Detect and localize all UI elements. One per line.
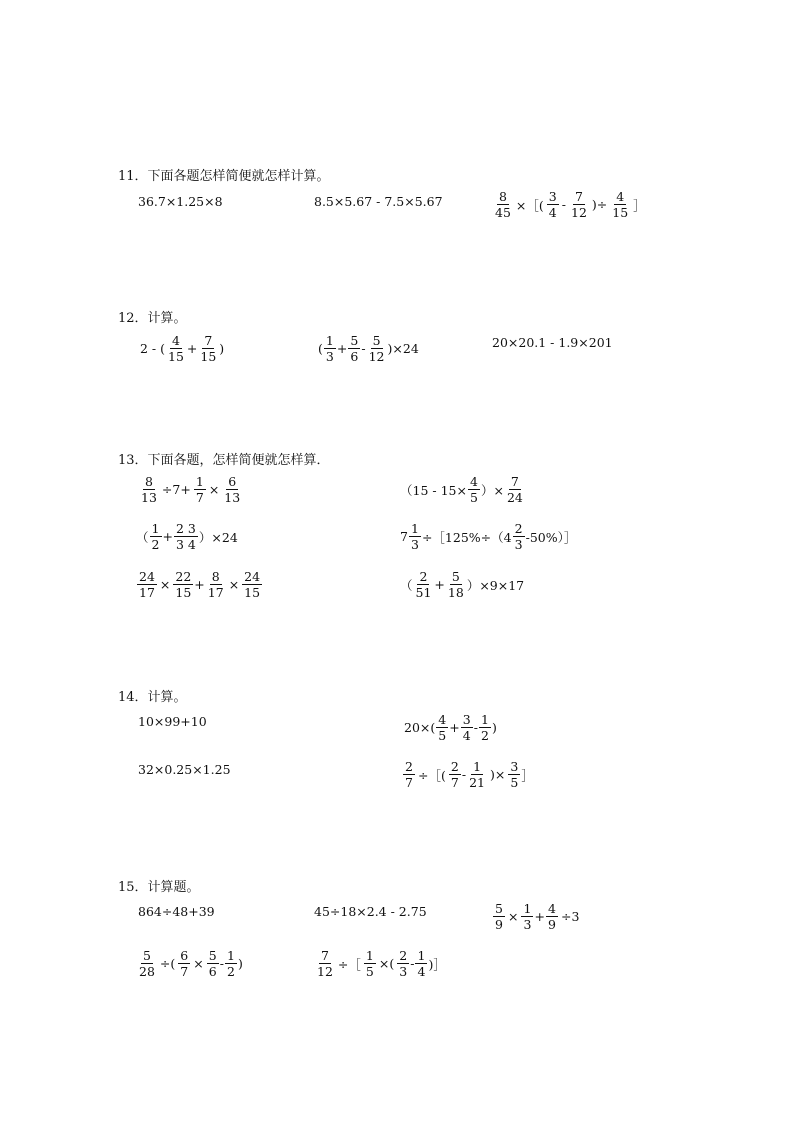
denominator: 7	[180, 964, 189, 980]
denominator: 17	[139, 585, 155, 601]
denominator: 6	[208, 964, 217, 980]
fraction	[367, 334, 387, 363]
fraction	[225, 949, 237, 978]
denominator: 12	[317, 964, 333, 980]
question-15-title: 15．计算题。	[118, 880, 200, 895]
numerator: 1	[521, 902, 533, 917]
denominator: 18	[447, 585, 464, 601]
numerator: 1	[471, 760, 483, 775]
numerator: 7	[509, 475, 521, 490]
numerator: 2 3	[176, 521, 196, 536]
numerator: 5	[493, 902, 505, 917]
numerator: 1	[225, 949, 237, 964]
denominator: 4	[417, 964, 426, 980]
denominator: 2	[481, 728, 489, 744]
denominator: 7	[405, 775, 413, 791]
fraction	[194, 475, 206, 504]
numerator: 2	[513, 522, 525, 537]
denominator: 3	[325, 349, 334, 365]
q14-expr-2: 20×( $\frac{4}{5}$ + $\frac{3}{4}$ - $\frac{1}{2}$ )	[404, 712, 497, 744]
denominator: 24	[506, 490, 523, 506]
fraction	[150, 522, 162, 551]
q11-expr-3: $\frac{8}{45}$ ×［( $\frac{3}{4}$ - $\frac{7}{12}$ )÷ $\frac{4}{15}$ ］	[495, 189, 646, 221]
q13-expr-2: （15 - 15× $\frac{4}{5}$ ）× $\frac{7}{24}$	[400, 474, 523, 506]
fraction	[166, 334, 186, 363]
question-13-title: 13．下面各题，怎样简便就怎样算．	[118, 453, 330, 468]
denominator: 21	[469, 775, 485, 791]
numerator: 5	[450, 570, 462, 585]
fraction	[505, 475, 525, 504]
numerator: 1	[150, 522, 162, 537]
numerator: 5	[348, 334, 360, 349]
q13-expr-1: $\frac{8}{13}$ ÷7+ $\frac{1}{7}$ × $\frac{6}{13}$	[141, 474, 241, 506]
denominator: 7	[195, 490, 204, 506]
denominator: 51	[415, 585, 432, 601]
numerator: 24	[244, 569, 261, 584]
q11-expr-2: 8.5×5.67 - 7.5×5.67	[314, 194, 443, 209]
numerator: 5	[371, 334, 383, 349]
fraction	[479, 713, 491, 742]
denominator: 3	[410, 537, 419, 553]
fraction	[174, 522, 198, 551]
numerator: 8	[497, 190, 509, 205]
fraction	[521, 902, 533, 931]
denominator: 5	[510, 775, 519, 791]
numerator: 2	[417, 570, 429, 585]
fraction	[610, 190, 630, 219]
numerator: 1	[479, 713, 491, 728]
numerator: 3	[547, 190, 559, 205]
numerator: 8	[143, 475, 155, 490]
denominator: 15	[200, 349, 217, 365]
numerator: 5	[207, 949, 219, 964]
fraction	[315, 949, 335, 978]
denominator: 3	[514, 537, 523, 553]
q15-expr-2: 45÷18×2.4 - 2.75	[314, 904, 427, 919]
fraction	[508, 760, 520, 789]
denominator: 3	[523, 917, 532, 933]
denominator: 3	[399, 964, 408, 980]
fraction	[397, 949, 409, 978]
q15-expr-4: $\frac{5}{28}$ ÷( $\frac{6}{7}$ × $\frac{5}{6}$ - $\frac{1}{2}$ )	[139, 948, 243, 980]
q13-expr-6: （ $\frac{2}{51}$ + $\frac{5}{18}$ ）×9×17	[400, 569, 525, 601]
denominator: 2	[151, 537, 160, 553]
denominator: 28	[139, 964, 155, 980]
q14-expr-4: $\frac{2}{7}$ ÷［( $\frac{2}{7}$ - $\frac{1}{21}$ )× $\frac{3}{5}$ ］	[402, 760, 534, 789]
numerator: 6	[178, 949, 190, 964]
fraction	[348, 334, 360, 363]
denominator: 13	[141, 490, 157, 506]
fraction	[409, 522, 421, 551]
fraction	[547, 190, 559, 219]
numerator: 6	[226, 475, 238, 490]
denominator: 12	[571, 205, 587, 221]
q15-expr-1: 864÷48+39	[138, 904, 215, 919]
numerator: 8	[210, 570, 222, 585]
question-12-title: 12．计算。	[118, 311, 187, 326]
q15-expr-5: $\frac{7}{12}$ ÷［ $\frac{1}{5}$ ×( $\frac{2}{3}$ - $\frac{1}{4}$ )］	[317, 948, 446, 980]
fraction	[415, 949, 427, 978]
numerator: 4	[468, 475, 480, 490]
q13-expr-3: （ $\frac{1}{2}$ + $\frac{2 3}{3 4}$ ）×24	[136, 521, 238, 553]
denominator: 4	[548, 205, 557, 221]
q13-expr-4: 7 $\frac{1}{3}$ ÷［125%÷（4 $\frac{2}{3}$ -50%）］	[400, 521, 577, 553]
denominator: 13	[224, 490, 241, 506]
fraction	[546, 902, 558, 931]
numerator: 7	[319, 949, 331, 964]
fraction	[324, 334, 336, 363]
denominator: 12	[368, 349, 385, 365]
denominator: 4	[462, 728, 471, 744]
numerator: 2	[397, 949, 409, 964]
denominator: 15	[612, 205, 629, 221]
fraction	[364, 949, 376, 978]
fraction	[569, 190, 589, 219]
q11-expr-1: 36.7×1.25×8	[138, 194, 223, 209]
q12-expr-1: 2 - ( $\frac{4}{15}$ + $\frac{7}{15}$ )	[140, 333, 225, 365]
fraction	[222, 475, 242, 504]
denominator: 45	[495, 205, 511, 221]
numerator: 4	[546, 902, 558, 917]
fraction	[449, 760, 461, 789]
numerator: 1	[364, 949, 376, 964]
denominator: 17	[207, 585, 224, 601]
numerator: 2	[403, 760, 415, 775]
fraction	[414, 570, 434, 599]
numerator: 7	[573, 190, 585, 205]
numerator: 3	[461, 713, 473, 728]
fraction	[173, 570, 193, 599]
q14-expr-1: 10×99+10	[138, 714, 207, 729]
question-14-title: 14．计算。	[118, 690, 187, 705]
numerator: 22	[175, 569, 192, 584]
denominator: 2	[227, 964, 235, 980]
denominator: 9	[495, 917, 503, 933]
denominator: 5	[469, 490, 478, 506]
numerator: 4	[614, 190, 626, 205]
fraction	[468, 475, 480, 504]
fraction	[436, 713, 448, 742]
fraction	[446, 570, 466, 599]
denominator: 3 4	[176, 537, 196, 553]
fraction	[139, 475, 159, 504]
numerator: 2	[449, 760, 461, 775]
fraction	[403, 760, 415, 789]
fraction	[467, 760, 487, 789]
q15-expr-3: $\frac{5}{9}$ × $\frac{1}{3}$ + $\frac{4}{9}$ ÷3	[492, 902, 581, 931]
fraction	[493, 190, 513, 219]
denominator: 15	[168, 349, 184, 365]
numerator: 5	[141, 949, 153, 964]
fraction	[178, 949, 190, 978]
q14-expr-3: 32×0.25×1.25	[138, 762, 231, 777]
fraction	[137, 570, 157, 599]
denominator: 5	[438, 728, 447, 744]
numerator: 4	[170, 334, 182, 349]
fraction	[242, 570, 262, 599]
fraction	[513, 522, 525, 551]
fraction	[493, 902, 505, 931]
numerator: 24	[139, 569, 155, 584]
numerator: 1	[324, 334, 336, 349]
fraction	[137, 949, 157, 978]
numerator: 7	[202, 334, 214, 349]
fraction	[461, 713, 473, 742]
question-11-title: 11．下面各题怎样简便就怎样计算。	[118, 169, 330, 184]
q13-expr-5: $\frac{24}{17}$ × $\frac{22}{15}$ + $\frac{8}{17}$ × $\frac{24}{15}$	[139, 569, 261, 601]
denominator: 9	[547, 917, 556, 933]
fraction	[207, 949, 219, 978]
numerator: 4	[436, 713, 448, 728]
q12-expr-2: ( $\frac{1}{3}$ + $\frac{5}{6}$ - $\frac{5}{12}$ )×24	[318, 333, 419, 365]
fraction	[198, 334, 218, 363]
denominator: 7	[450, 775, 459, 791]
numerator: 1	[415, 949, 427, 964]
denominator: 6	[350, 349, 359, 365]
fraction	[206, 570, 226, 599]
numerator: 1	[194, 475, 206, 490]
denominator: 15	[244, 585, 261, 601]
denominator: 15	[175, 585, 192, 601]
q12-expr-3: 20×20.1 - 1.9×201	[492, 335, 613, 350]
numerator: 3	[508, 760, 520, 775]
denominator: 5	[365, 964, 374, 980]
numerator: 1	[409, 522, 421, 537]
